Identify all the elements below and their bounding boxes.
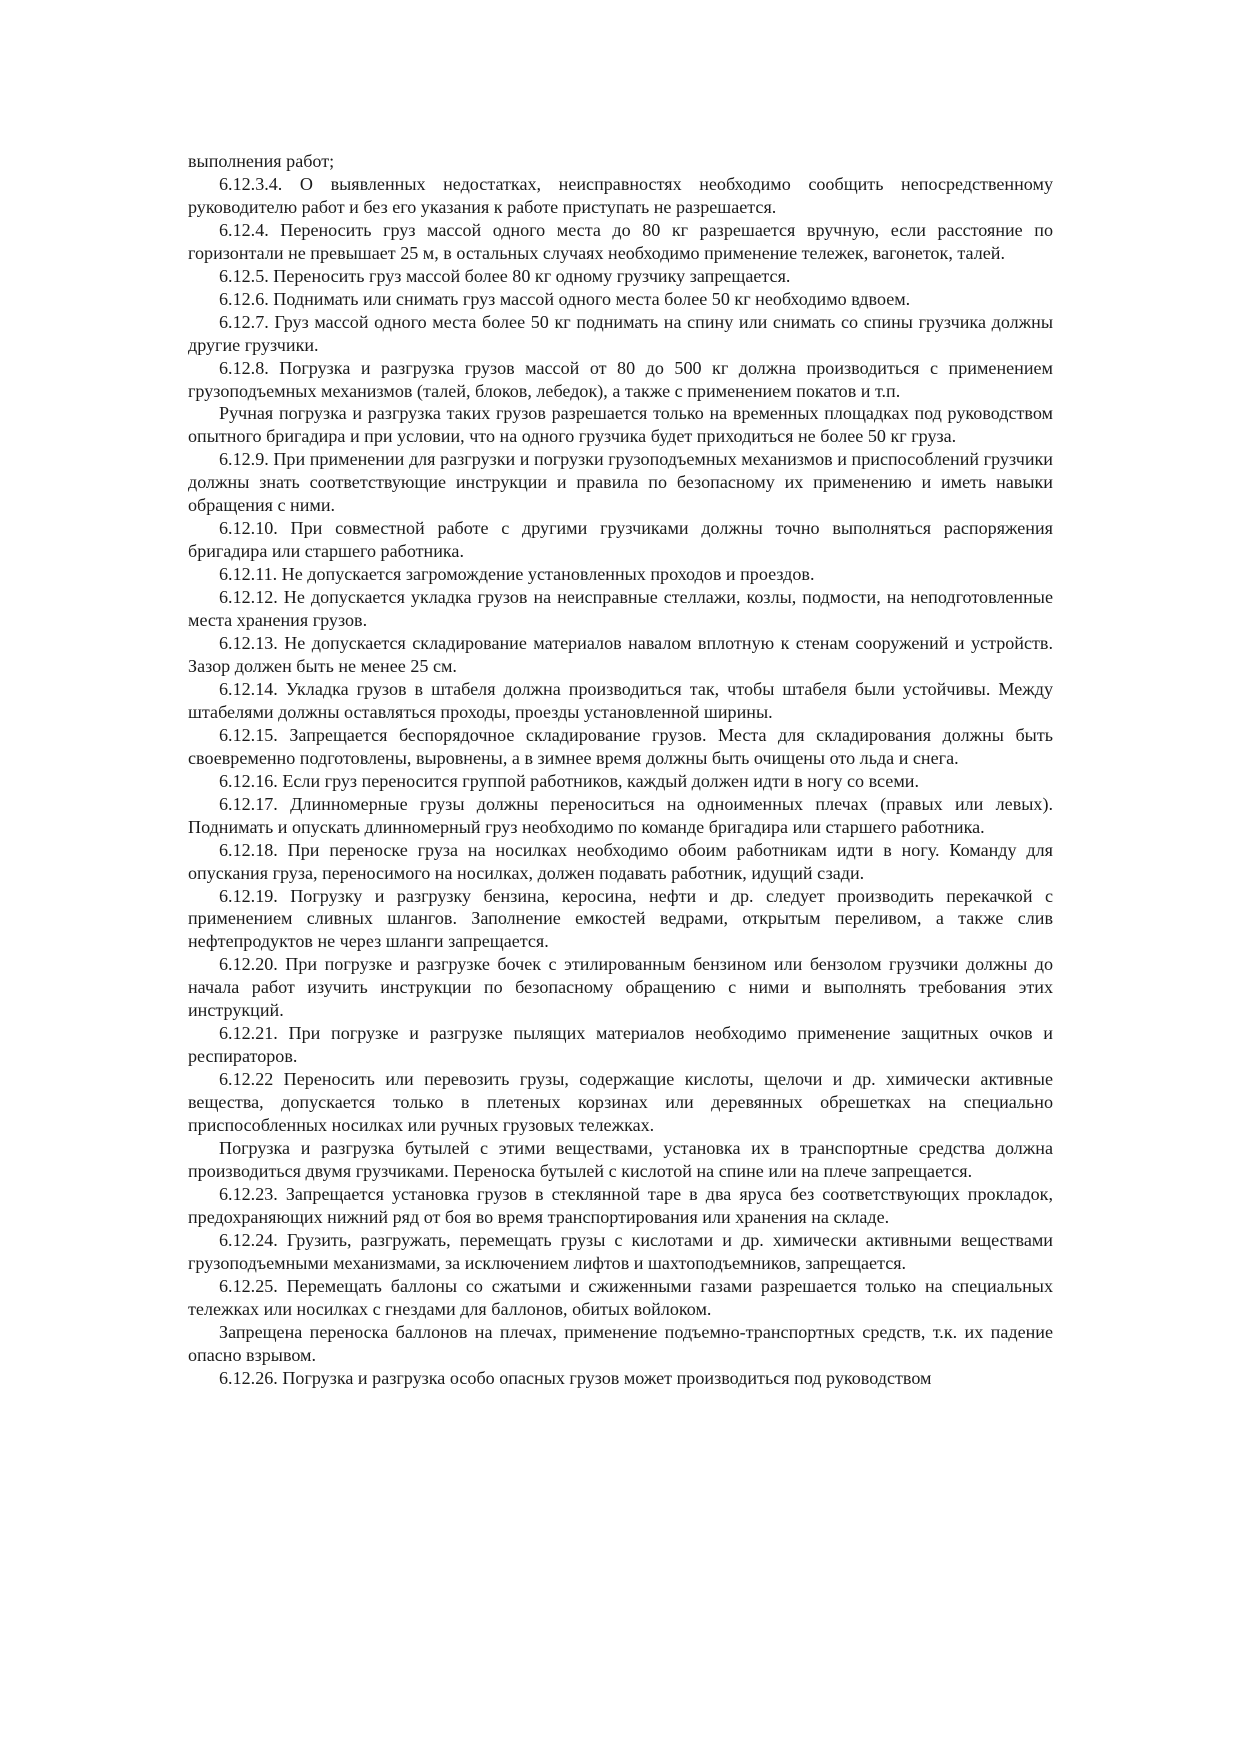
paragraph-6-12-11: 6.12.11. Не допускается загромождение установленных проходов и проездов.	[219, 564, 815, 585]
paragraph-6-12-7: 6.12.7. Груз массой одного места более 50 кг поднимать на спину или снимать со спины грузчика должны другие грузчики.	[188, 311, 1053, 355]
paragraph-bottles: Погрузка и разгрузка бутылей с этими веществами, установка их в транспортные средства должна производиться двумя грузчиками. Переноска бутылей с кислотой на спине или на плече запрещается.	[188, 1137, 1053, 1181]
paragraph-6-12-24: 6.12.24. Грузить, разгружать, перемещать грузы с кислотами и др. химически активными веществами грузоподъемными механизмами, за исключением лифтов и шахтоподъемников, запрещается.	[188, 1229, 1053, 1273]
paragraph-6-12-13: 6.12.13. Не допускается складирование материалов навалом вплотную к стенам сооружений и устройств. Зазор должен быть не менее 25 см.	[188, 633, 1053, 676]
paragraph-6-12-18: 6.12.18. При переноске груза на носилках необходимо обоим работникам идти в ногу. Команду для опускания груза, переносимого на носилках, должен подавать работник, идущий сзади.	[188, 839, 1053, 883]
paragraph-6-12-5: 6.12.5. Переносить груз массой более 80 кг одному грузчику запрещается.	[219, 265, 791, 286]
paragraph-6-12-19: 6.12.19. Погрузку и разгрузку бензина, керосина, нефти и др. следует производить перекачкой с применением сливных шлангов. Заполнение емкостей ведрами, открытым переливом, а также слив нефтепродуктов не через шланги запрещается.	[188, 885, 1053, 952]
paragraph-6-12-15: 6.12.15. Запрещается беспорядочное складирование грузов. Места для складирования должны быть своевременно подготовлены, выровнены, а в зимнее время должны быть очищены ото льда и снега.	[188, 724, 1053, 768]
paragraph-6-12-16: 6.12.16. Если груз переносится группой работников, каждый должен идти в ногу со всеми.	[219, 770, 919, 791]
paragraph-6-12-6: 6.12.6. Поднимать или снимать груз массой одного места более 50 кг необходимо вдвоем.	[219, 288, 911, 309]
paragraph-6-12-22: 6.12.22 Переносить или перевозить грузы, содержащие кислоты, щелочи и др. химически активные вещества, допускается только в плетеных корзинах или деревянных обрешетках на специально приспособленных носилках или ручных грузовых тележках.	[188, 1069, 1053, 1136]
paragraph-6-12-26: 6.12.26. Погрузка и разгрузка особо опасных грузов может производиться под руководством	[219, 1367, 932, 1388]
paragraph-cylinders: Запрещена переноска баллонов на плечах, применение подъемно-транспортных средств, т.к. их падение опасно взрывом.	[188, 1321, 1053, 1365]
paragraph-6-12-20: 6.12.20. При погрузке и разгрузке бочек с этилированным бензином или бензолом грузчики должны до начала работ изучить инструкции по безопасному обращению с ними и выполнять требования этих инструкций.	[188, 954, 1053, 1021]
paragraph-6-12-21: 6.12.21. При погрузке и разгрузке пылящих материалов необходимо применение защитных очков и респираторов.	[188, 1023, 1053, 1067]
paragraph-6-12-12: 6.12.12. Не допускается укладка грузов на неисправные стеллажи, козлы, подмости, на неподготовленные места хранения грузов.	[188, 587, 1053, 631]
paragraph-6-12-17: 6.12.17. Длинномерные грузы должны переноситься на одноименных плечах (правых или левых). Поднимать и опускать длинномерный груз необходимо по команде бригадира или старшего работника.	[188, 793, 1053, 837]
paragraph-6-12-9: 6.12.9. При применении для разгрузки и погрузки грузоподъемных механизмов и приспособлений грузчики должны знать соответствующие инструкции и правила по безопасному их применению и иметь навыки обращения с ними.	[188, 449, 1053, 516]
document-page	[188, 150, 1053, 1389]
paragraph-6-12-14: 6.12.14. Укладка грузов в штабеля должна производиться так, чтобы штабеля были устойчивы. Между штабелями должны оставляться проходы, проезды установленной ширины.	[188, 678, 1053, 722]
paragraph-continuation: выполнения работ;	[188, 151, 335, 171]
paragraph-6-12-23: 6.12.23. Запрещается установка грузов в стеклянной таре в два яруса без соответствующих прокладок, предохраняющих нижний ряд от боя во время транспортирования или хранения на складе.	[188, 1183, 1053, 1227]
paragraph-manual-loading: Ручная погрузка и разгрузка таких грузов разрешается только на временных площадках под руководством опытного бригадира и при условии, что на одного грузчика будет приходиться не более 50 кг груза.	[188, 403, 1053, 447]
paragraph-6-12-4: 6.12.4. Переносить груз массой одного места до 80 кг разрешается вручную, если расстояние по горизонтали не превышает 25 м, в остальных случаях необходимо применение тележек, вагонеток, талей.	[188, 219, 1053, 263]
paragraph-6-12-8: 6.12.8. Погрузка и разгрузка грузов массой от 80 до 500 кг должна производиться с применением грузоподъемных механизмов (талей, блоков, лебедок), а также с применением покатов и т.п.	[188, 357, 1053, 401]
paragraph-6-12-3-4: 6.12.3.4. О выявленных недостатках, неисправностях необходимо сообщить непосредственному руководителю работ и без его указания к работе приступать не разрешается.	[188, 173, 1053, 217]
paragraph-6-12-10: 6.12.10. При совместной работе с другими грузчиками должны точно выполняться распоряжения бригадира или старшего работника.	[188, 518, 1053, 562]
paragraph-6-12-25: 6.12.25. Перемещать баллоны со сжатыми и сжиженными газами разрешается только на специальных тележках или носилках с гнездами для баллонов, обитых войлоком.	[188, 1275, 1053, 1319]
